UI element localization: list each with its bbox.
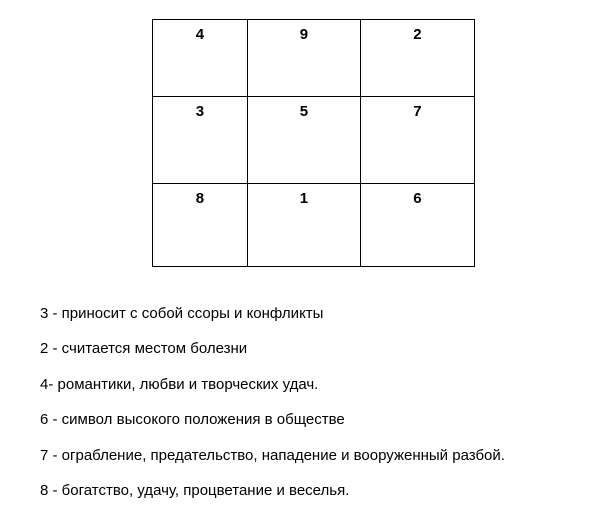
grid-number: 5 xyxy=(299,103,309,121)
grid-row xyxy=(153,20,475,97)
grid-cell xyxy=(360,20,474,97)
grid-number: 9 xyxy=(299,26,309,43)
grid-cell xyxy=(247,183,360,266)
grid-number: 6 xyxy=(413,189,422,207)
grid-number: 4 xyxy=(195,26,205,43)
meaning-item: 8 - богатство, удачу, процветание и веселья. xyxy=(40,481,350,499)
grid-cell xyxy=(247,97,360,183)
grid-cell xyxy=(153,97,248,183)
grid-cell xyxy=(247,20,360,97)
grid-row xyxy=(153,97,475,183)
meaning-item: 7 - ограбление, предательство, нападение и вооруженный разбой. xyxy=(40,446,505,464)
meaning-item: 4- романтики, любви и творческих удач. xyxy=(40,375,319,393)
meaning-item: 6 - символ высокого положения в обществе xyxy=(40,411,345,429)
meaning-item: 2 - считается местом болезни xyxy=(40,340,248,358)
grid-cell xyxy=(153,183,248,266)
lo-shu-grid xyxy=(152,19,475,267)
grid-number: 7 xyxy=(413,103,422,121)
meaning-item: 3 - приносит с собой ссоры и конфликты xyxy=(40,305,324,322)
grid-cell xyxy=(153,20,248,97)
grid-cell xyxy=(360,97,474,183)
grid-number: 2 xyxy=(413,26,422,43)
grid-row xyxy=(153,183,475,266)
grid-number: 1 xyxy=(299,189,309,207)
grid-number: 3 xyxy=(195,103,205,121)
meaning-list xyxy=(40,302,505,514)
grid-number: 8 xyxy=(195,189,205,207)
grid-cell xyxy=(360,183,474,266)
